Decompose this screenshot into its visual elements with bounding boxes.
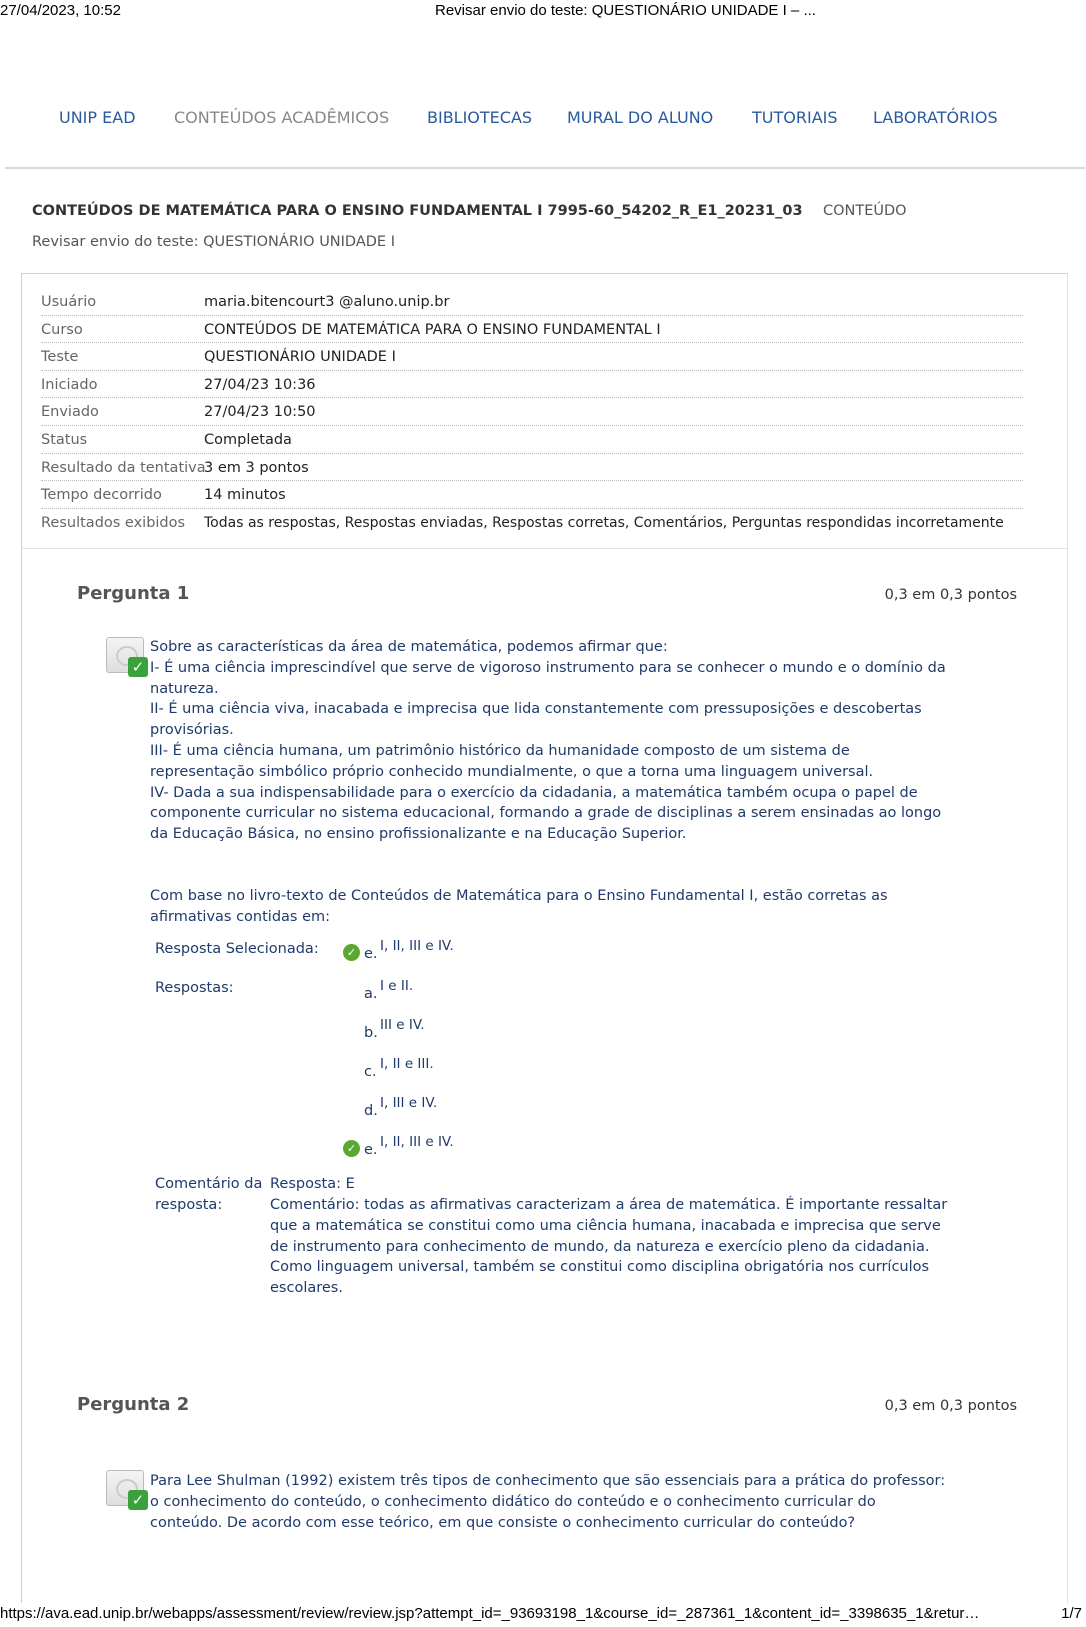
detail-row xyxy=(41,371,1023,399)
top-navigation xyxy=(0,100,1086,136)
details-divider xyxy=(22,548,1067,549)
statement-line: III- É uma ciência humana, um patrimônio histórico da humanidade composto de um sistema de representação simbólico próprio conhecido mundialmente, o que a torna uma linguagem universal. xyxy=(150,742,874,780)
print-url: https://ava.ead.unip.br/webapps/assessment/review/review.jsp?attempt_id=_93693198_1&course_id=_287361_1&content_id=_3398635_1&retur… xyxy=(0,1605,980,1622)
print-page-number: 1/7 xyxy=(1061,1605,1082,1622)
detail-row xyxy=(41,288,1023,316)
question-1-title: Pergunta 1 xyxy=(77,583,190,604)
question-1-prompt: Com base no livro-texto de Conteúdos de Matemática para o Ensino Fundamental I, estão corretas as afirmativas contidas em: xyxy=(150,888,888,925)
detail-value: 14 minutos xyxy=(204,487,286,504)
detail-value: Completada xyxy=(204,431,292,448)
nav-divider xyxy=(5,167,1085,169)
question-2-points: 0,3 em 0,3 pontos xyxy=(884,1398,1017,1414)
statement-line: I- É uma ciência imprescindível que serve de vigoroso instrumento para se conhecer o mundo e o domínio da natureza. xyxy=(150,659,946,697)
detail-value: Todas as respostas, Respostas enviadas, Respostas corretas, Comentários, Perguntas respondidas incorretamente xyxy=(204,514,1004,531)
correct-check-icon: ✓ xyxy=(343,944,360,961)
statement-line: II- É uma ciência viva, inacabada e imprecisa que lida constantemente com pressuposições e descobertas provisórias. xyxy=(150,701,922,739)
nav-conteudos-academicos[interactable]: CONTEÚDOS ACADÊMICOS xyxy=(174,108,390,127)
nav-bibliotecas[interactable]: BIBLIOTECAS xyxy=(427,108,533,127)
question-1-statement xyxy=(150,637,950,845)
nav-mural-do-aluno[interactable]: MURAL DO ALUNO xyxy=(567,108,714,127)
answer-text: I, II e III. xyxy=(380,1056,434,1072)
detail-row xyxy=(41,454,1023,482)
statement-line: IV- Dada a sua indispensabilidade para o exercício da cidadania, a matemática também ocupa o papel de componente curricular no sistema educacional, formando a grade de disciplinas a serem ensinadas ao longo da Educação Básica, no ensino profissionalizante e na Educação Superior. xyxy=(150,784,942,843)
detail-key: Resultado da tentativa xyxy=(41,459,206,476)
detail-row xyxy=(41,343,1023,371)
detail-row xyxy=(41,426,1023,454)
detail-key: Teste xyxy=(41,349,79,366)
answer-text: I, II, III e IV. xyxy=(380,938,454,954)
print-datetime: 27/04/2023, 10:52 xyxy=(0,2,121,19)
detail-value: 3 em 3 pontos xyxy=(204,459,309,476)
nav-laboratorios[interactable]: LABORATÓRIOS xyxy=(873,108,998,127)
correct-question-icon xyxy=(106,1470,146,1508)
answer-text: III e IV. xyxy=(380,1017,425,1033)
content-tab[interactable]: CONTEÚDO xyxy=(823,203,907,219)
comment-answer: Resposta: E xyxy=(270,1176,355,1192)
detail-key: Status xyxy=(41,431,88,448)
correct-question-icon xyxy=(106,637,146,675)
print-title: Revisar envio do teste: QUESTIONÁRIO UNIDADE I – ... xyxy=(435,2,816,19)
detail-row xyxy=(41,481,1023,509)
answer-text: I e II. xyxy=(380,978,414,994)
comment-text: Comentário: todas as afirmativas caracterizam a área de matemática. É importante ressaltar que a matemática se constitui como uma ciência humana, inacabada e imprecisa que serve de instrumento para conhecimento de mundo, da natureza e exercício pleno da cidadania. Como linguagem universal, também se constitui como disciplina obrigatória nos currículos escolares. xyxy=(270,1197,948,1297)
question-2-title: Pergunta 2 xyxy=(77,1394,190,1415)
detail-value: 27/04/23 10:50 xyxy=(204,404,316,421)
print-header xyxy=(0,0,1086,22)
selected-answer-label: Resposta Selecionada: xyxy=(155,941,319,957)
answer-letter: c. xyxy=(364,1064,377,1080)
answer-text: I, III e IV. xyxy=(380,1095,438,1111)
detail-row xyxy=(41,509,1023,537)
detail-key: Enviado xyxy=(41,404,99,421)
nav-tutoriais[interactable]: TUTORIAIS xyxy=(752,108,838,127)
correct-check-icon: ✓ xyxy=(343,1140,360,1157)
comment-label: Comentário da resposta: xyxy=(155,1176,263,1213)
question-1-points: 0,3 em 0,3 pontos xyxy=(884,587,1017,603)
answers-label: Respostas: xyxy=(155,980,234,996)
statement-line: Sobre as características da área de matemática, podemos afirmar que: xyxy=(150,639,668,655)
nav-unip-ead[interactable]: UNIP EAD xyxy=(59,108,136,127)
answer-text: I, II, III e IV. xyxy=(380,1134,454,1150)
answer-letter: d. xyxy=(364,1103,378,1119)
course-title[interactable]: CONTEÚDOS DE MATEMÁTICA PARA O ENSINO FUNDAMENTAL I 7995-60_54202_R_E1_20231_03 xyxy=(32,203,803,219)
detail-key: Resultados exibidos xyxy=(41,514,186,531)
detail-row xyxy=(41,398,1023,426)
review-panel xyxy=(21,273,1068,1603)
answer-letter: b. xyxy=(364,1025,378,1041)
detail-value: CONTEÚDOS DE MATEMÁTICA PARA O ENSINO FUNDAMENTAL I xyxy=(204,321,661,338)
detail-row xyxy=(41,316,1023,344)
detail-value: 27/04/23 10:36 xyxy=(204,376,316,393)
detail-key: Iniciado xyxy=(41,376,98,393)
answer-letter: e. xyxy=(364,1142,378,1158)
answer-letter: e. xyxy=(364,946,378,962)
page-title: Revisar envio do teste: QUESTIONÁRIO UNIDADE I xyxy=(32,234,395,250)
checkmark-icon: ✓ xyxy=(128,657,148,677)
checkmark-icon: ✓ xyxy=(128,1490,148,1510)
detail-key: Curso xyxy=(41,321,83,338)
print-footer xyxy=(0,1603,1086,1627)
detail-value: maria.bitencourt3 @aluno.unip.br xyxy=(204,294,450,310)
question-2-statement: Para Lee Shulman (1992) existem três tipos de conhecimento que são essenciais para a prática do professor: o conhecimento do conteúdo, o conhecimento didático do conteúdo e o conhecimento curricular do conteúdo. De acordo com esse teórico, em que consiste o conhecimento curricular do conteúdo? xyxy=(150,1473,946,1531)
answer-letter: a. xyxy=(364,986,378,1002)
detail-key: Tempo decorrido xyxy=(41,487,162,504)
detail-value: QUESTIONÁRIO UNIDADE I xyxy=(204,349,396,366)
attempt-details xyxy=(41,288,1023,536)
detail-key: Usuário xyxy=(41,294,97,310)
